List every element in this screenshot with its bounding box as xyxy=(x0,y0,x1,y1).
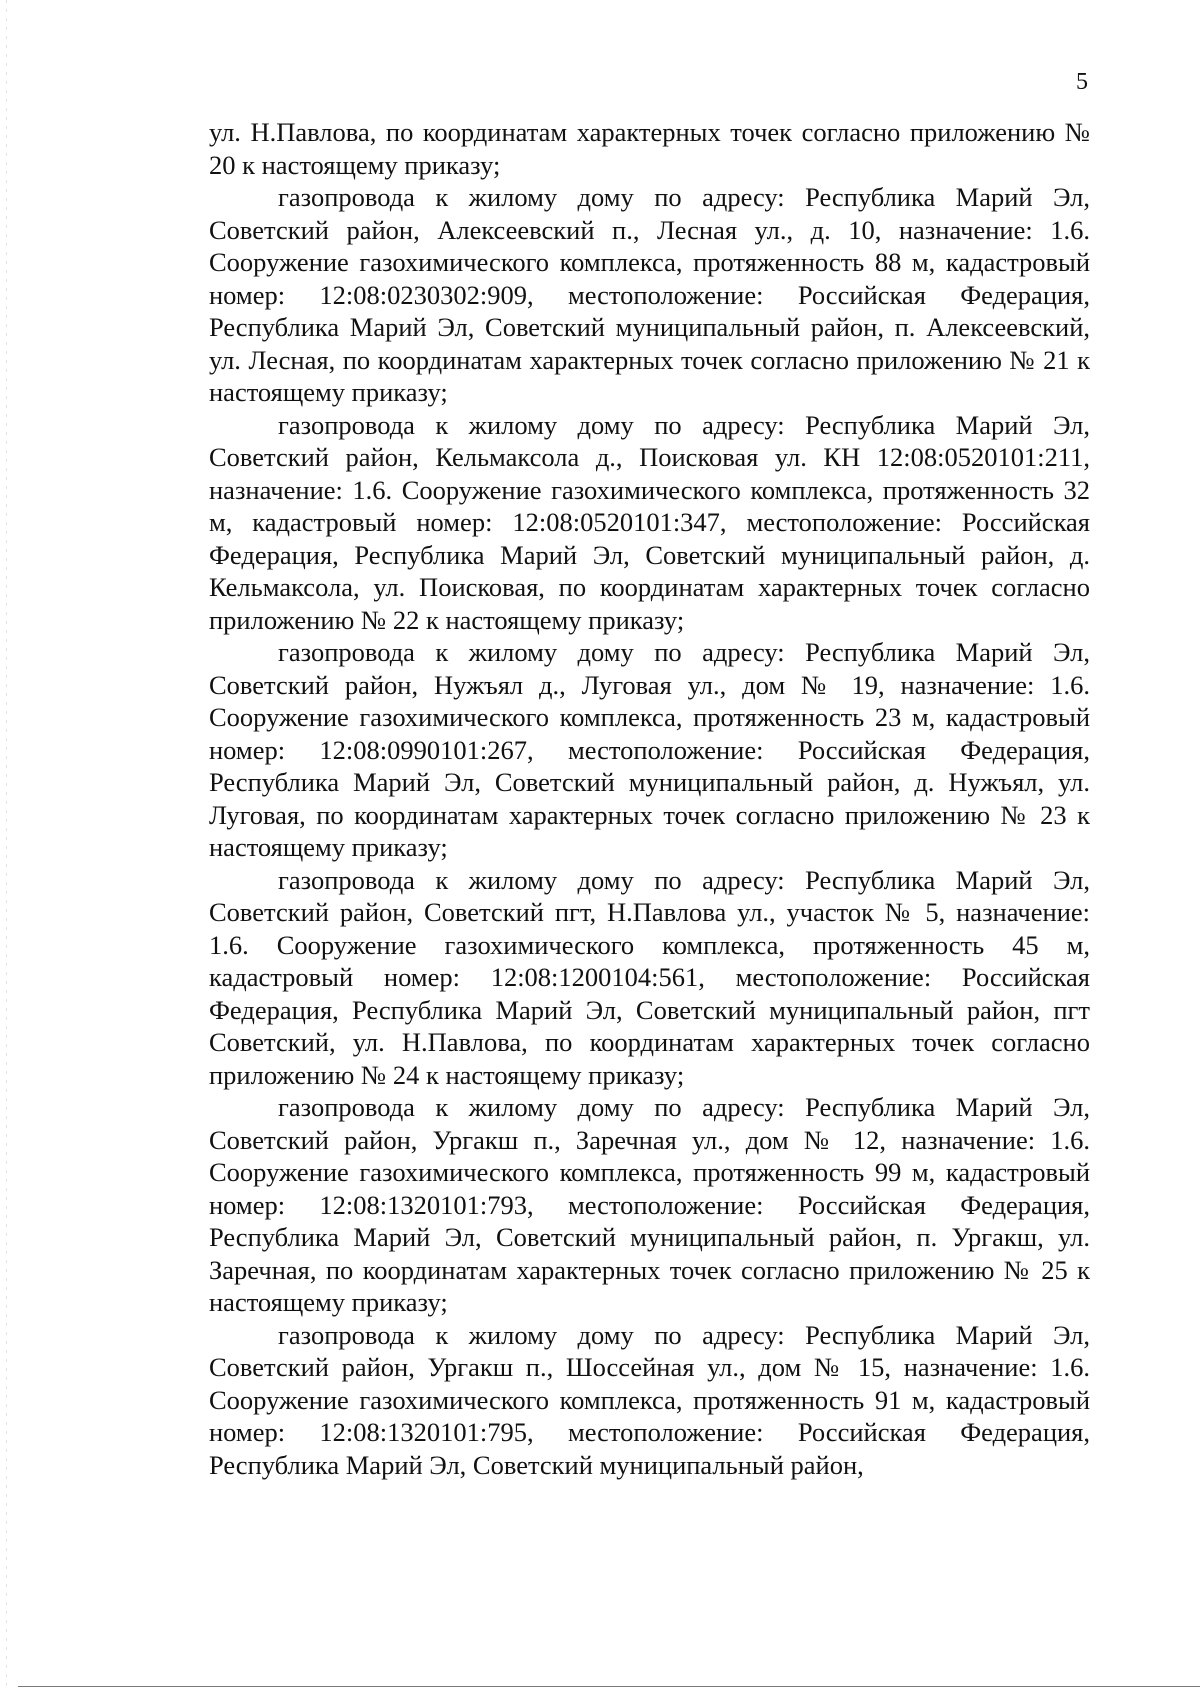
page-number: 5 xyxy=(1076,69,1088,95)
paragraph-gas-pipeline-urgaksh-shosseynaya: газопровода к жилому дому по адресу: Республика Марий Эл, Советский район, Ургакш п., Шоссейная ул., дом № 15, назначение: 1.6. Сооружение газохимического комплекса, протяженность 91 м, кадастровый номер: 12:08:1320101:795, местоположение: Российская Федерация, Республика Марий Эл, Советский муниципальный район, xyxy=(209,1319,1090,1480)
document-body xyxy=(209,116,1090,1481)
scan-edge-artifact xyxy=(6,0,7,1692)
bottom-scan-line xyxy=(18,1686,1200,1687)
paragraph-gas-pipeline-sovetsky: газопровода к жилому дому по адресу: Республика Марий Эл, Советский район, Советский пгт, Н.Павлова ул., участок № 5, назначение: 1.6. Сооружение газохимического комплекса, протяженность 45 м, кадастровый номер: 12:08:1200104:561, местоположение: Российская Федерация, Республика Марий Эл, Советский муниципальный район, пгт Советский, ул. Н.Павлова, по координатам характерных точек согласно приложению № 24 к настоящему приказу; xyxy=(209,864,1090,1090)
paragraph-gas-pipeline-nuzhyal: газопровода к жилому дому по адресу: Республика Марий Эл, Советский район, Нужъял д., Луговая ул., дом № 19, назначение: 1.6. Сооружение газохимического комплекса, протяженность 23 м, кадастровый номер: 12:08:0990101:267, местоположение: Российская Федерация, Республика Марий Эл, Советский муниципальный район, д. Нужъял, ул. Луговая, по координатам характерных точек согласно приложению № 23 к настоящему приказу; xyxy=(209,637,1090,862)
paragraph-gas-pipeline-kelmaksola: газопровода к жилому дому по адресу: Республика Марий Эл, Советский район, Кельмаксола д., Поисковая ул. КН 12:08:0520101:211, назначение: 1.6. Сооружение газохимического комплекса, протяженность 32 м, кадастровый номер: 12:08:0520101:347, местоположение: Российская Федерация, Республика Марий Эл, Советский муниципальный район, д. Кельмаксола, ул. Поисковая, по координатам характерных точек согласно приложению № 22 к настоящему приказу; xyxy=(209,409,1090,635)
paragraph-gas-pipeline-alekseevsky: газопровода к жилому дому по адресу: Республика Марий Эл, Советский район, Алексеевский п., Лесная ул., д. 10, назначение: 1.6. Сооружение газохимического комплекса, протяженность 88 м, кадастровый номер: 12:08:0230302:909, местоположение: Российская Федерация, Республика Марий Эл, Советский муниципальный район, п. Алексеевский, ул. Лесная, по координатам характерных точек согласно приложению № 21 к настоящему приказу; xyxy=(209,182,1090,407)
paragraph-gas-pipeline-urgaksh-zarechnaya: газопровода к жилому дому по адресу: Республика Марий Эл, Советский район, Ургакш п., Заречная ул., дом № 12, назначение: 1.6. Сооружение газохимического комплекса, протяженность 99 м, кадастровый номер: 12:08:1320101:793, местоположение: Российская Федерация, Республика Марий Эл, Советский муниципальный район, п. Ургакш, ул. Заречная, по координатам характерных точек согласно приложению № 25 к настоящему приказу; xyxy=(209,1092,1090,1317)
paragraph-continuation: ул. Н.Павлова, по координатам характерных точек согласно приложению № 20 к настоящему приказу; xyxy=(209,117,1090,180)
